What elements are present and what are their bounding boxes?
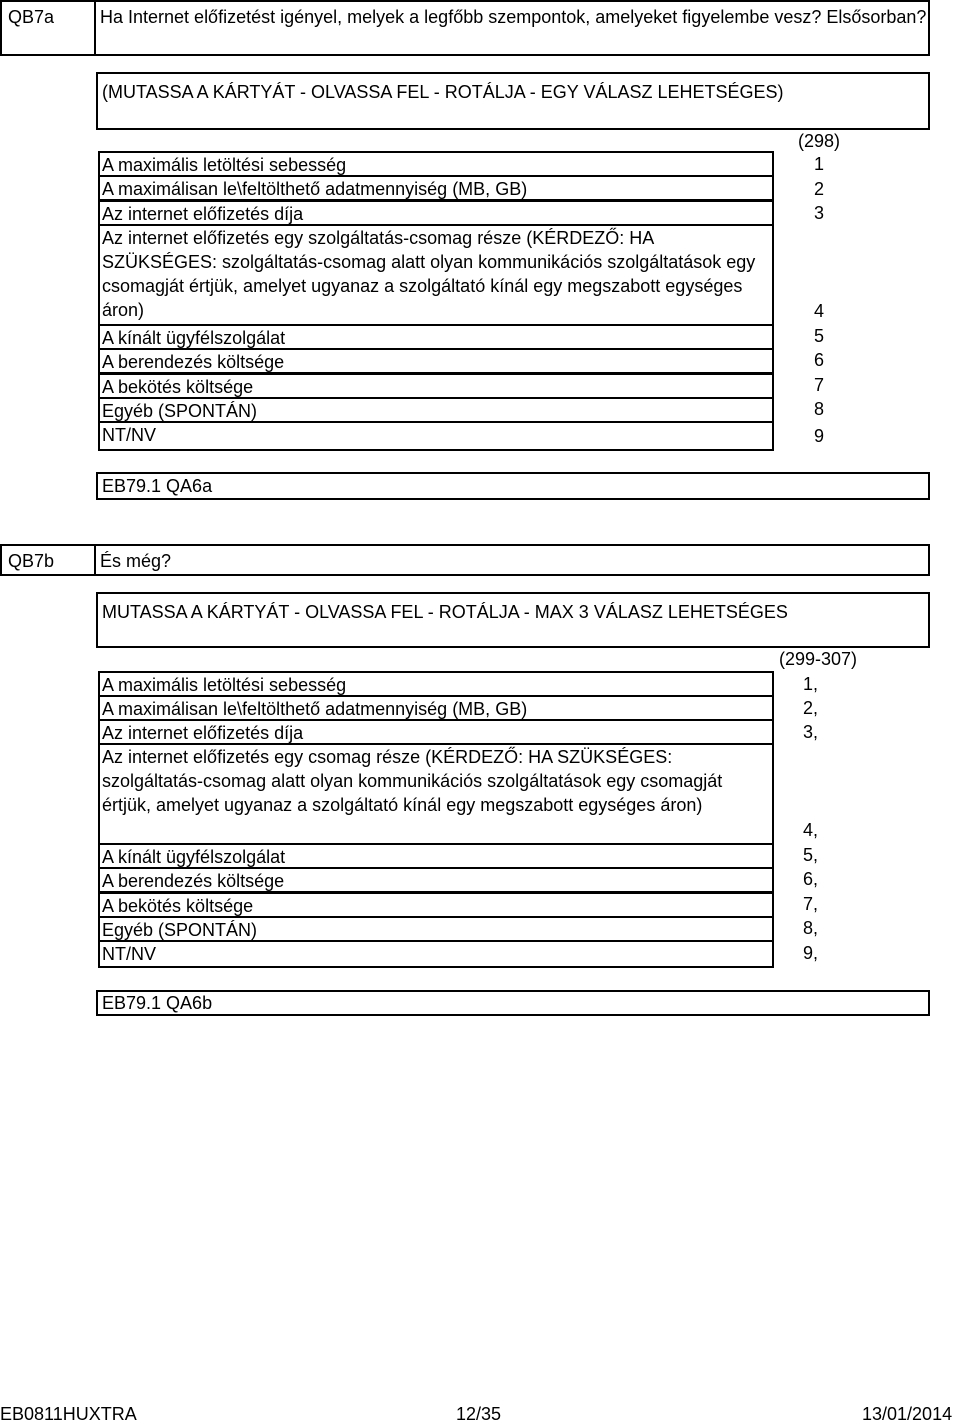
column-header-qb7a: (298)	[797, 131, 841, 151]
code-qb7b-5: 5,	[803, 845, 819, 865]
option-qb7b-7: A bekötés költsége	[98, 892, 774, 918]
option-qb7a-2: A maximálisan le\feltölthető adatmennyiség (MB, GB)	[98, 175, 774, 201]
option-qb7a-3: Az internet előfizetés díja	[98, 200, 774, 226]
code-qb7b-6: 6,	[803, 869, 819, 889]
code-qb7b-8: 8,	[803, 918, 819, 938]
option-qb7b-4: Az internet előfizetés egy csomag része (KÉRDEZŐ: HA SZÜKSÉGES: szolgáltatás-csomag alatt olyan kommunikációs szolgáltatások egy csomagját értjük, amelyet ugyanaz a szolgáltató kínál egy megszabott egységes áron)	[98, 743, 774, 845]
option-qb7a-1: A maximális letöltési sebesség	[98, 151, 774, 177]
option-qb7b-3: Az internet előfizetés díja	[98, 719, 774, 745]
instruction-qb7b: MUTASSA A KÁRTYÁT - OLVASSA FEL - ROTÁLJA - MAX 3 VÁLASZ LEHETSÉGES	[96, 592, 930, 648]
question-id-qb7b: QB7b	[0, 544, 96, 576]
code-qb7a-9: 9	[813, 426, 824, 446]
source-ref-qb7b: EB79.1 QA6b	[96, 990, 930, 1016]
code-qb7b-1: 1,	[803, 674, 819, 694]
instruction-qb7a: (MUTASSA A KÁRTYÁT - OLVASSA FEL - ROTÁLJA - EGY VÁLASZ LEHETSÉGES)	[96, 72, 930, 130]
option-qb7b-9: NT/NV	[98, 940, 774, 968]
footer-doc-id: EB0811HUXTRA	[0, 1404, 137, 1424]
source-ref-qb7a: EB79.1 QA6a	[96, 472, 930, 500]
code-qb7a-8: 8	[813, 399, 824, 419]
code-qb7a-2: 2	[813, 179, 824, 199]
footer-date: 13/01/2014	[862, 1404, 953, 1424]
code-qb7a-4: 4	[813, 301, 824, 321]
option-qb7b-5: A kínált ügyfélszolgálat	[98, 843, 774, 869]
option-qb7a-8: Egyéb (SPONTÁN)	[98, 397, 774, 423]
option-qb7a-5: A kínált ügyfélszolgálat	[98, 324, 774, 350]
footer-page-number: 12/35	[456, 1404, 502, 1424]
option-qb7a-6: A berendezés költsége	[98, 348, 774, 374]
code-qb7a-7: 7	[813, 375, 824, 395]
option-qb7b-2: A maximálisan le\feltölthető adatmennyiség (MB, GB)	[98, 695, 774, 721]
question-text-qb7b: És még?	[94, 544, 930, 576]
code-qb7a-1: 1	[813, 154, 824, 174]
option-qb7a-9: NT/NV	[98, 421, 774, 451]
option-qb7b-1: A maximális letöltési sebesség	[98, 671, 774, 697]
code-qb7b-4: 4,	[803, 820, 819, 840]
code-qb7b-7: 7,	[803, 894, 819, 914]
question-id-qb7a: QB7a	[0, 0, 96, 56]
code-qb7a-5: 5	[813, 326, 824, 346]
option-qb7b-8: Egyéb (SPONTÁN)	[98, 916, 774, 942]
question-text-qb7a: Ha Internet előfizetést igényel, melyek a legfőbb szempontok, amelyeket figyelembe vesz? Elsősorban?	[94, 0, 930, 56]
code-qb7b-9: 9,	[803, 943, 819, 963]
column-header-qb7b: (299-307)	[778, 649, 858, 669]
option-qb7b-6: A berendezés költsége	[98, 867, 774, 893]
code-qb7a-3: 3	[813, 203, 824, 223]
option-qb7a-4: Az internet előfizetés egy szolgáltatás-csomag része (KÉRDEZŐ: HA SZÜKSÉGES: szolgáltatás-csomag alatt olyan kommunikációs szolgáltatások egy csomagját értjük, amelyet ugyanaz a szolgáltató kínál egy megszabott egységes áron)	[98, 224, 774, 326]
code-qb7b-3: 3,	[803, 722, 819, 742]
code-qb7a-6: 6	[813, 350, 824, 370]
code-qb7b-2: 2,	[803, 698, 819, 718]
option-qb7a-7: A bekötés költsége	[98, 373, 774, 399]
